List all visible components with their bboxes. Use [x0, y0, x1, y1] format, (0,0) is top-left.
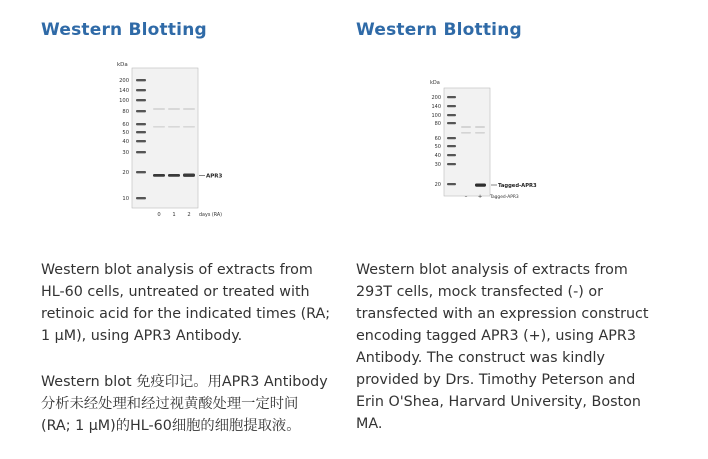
apr3-band	[153, 174, 165, 177]
marker-label: 20	[122, 170, 129, 176]
marker-label: 30	[122, 150, 129, 156]
blot-membrane	[444, 88, 490, 196]
apr3-band	[168, 174, 180, 177]
ladder-band	[136, 99, 146, 101]
caption-english: Western blot analysis of extracts from HL-60 cells, untreated or treated with retinoic acid for the indicated times (RA; 1 µM), using APR3 Antibody.	[41, 262, 331, 344]
ladder-band	[136, 123, 146, 125]
tagged-apr3-band	[475, 184, 486, 187]
western-blot-image-right	[428, 74, 558, 206]
ladder-band	[447, 114, 456, 116]
marker-labels	[431, 95, 441, 188]
kda-label: kDa	[117, 62, 128, 68]
left-panel	[41, 0, 341, 459]
ladder-band	[447, 96, 456, 98]
panel-title: Western Blotting	[41, 20, 207, 40]
ladder-band	[136, 171, 146, 173]
marker-label: 140	[431, 104, 441, 110]
marker-label: 50	[122, 130, 129, 136]
marker-label: 100	[431, 113, 441, 119]
marker-label: 30	[434, 162, 441, 168]
lane-axis-label: Tagged-APR3	[490, 195, 519, 200]
ladder-band	[136, 79, 146, 81]
ladder-band	[447, 183, 456, 185]
panel-title: Western Blotting	[356, 20, 522, 40]
marker-label: 20	[434, 182, 441, 188]
caption-chinese: Western blot 免疫印记。用APR3 Antibody分析未经处理和经过视黄酸处理一定时间 (RA; 1 µM)的HL-60细胞的细胞提取液。	[41, 374, 328, 434]
band-label: APR3	[206, 173, 223, 180]
right-panel	[356, 0, 656, 459]
marker-label: 60	[434, 136, 441, 142]
kda-label: kDa	[430, 80, 440, 86]
caption-english: Western blot analysis of extracts from 293T cells, mock transfected (-) or transfected with an expression construct encoding tagged APR3 (+), using APR3 Antibody. The construct was kindly provided by Drs. Timothy Peterson and Erin O'Shea, Harvard University, Boston MA.	[356, 262, 649, 432]
ladder-band	[136, 110, 146, 112]
ladder-band	[447, 145, 456, 147]
lane-label: 2	[187, 212, 191, 218]
lane-label: 0	[157, 212, 161, 218]
apr3-bands	[153, 174, 195, 177]
lane-label: +	[477, 194, 483, 200]
lane-label: 1	[172, 212, 176, 218]
ladder-band	[447, 154, 456, 156]
marker-label: 100	[119, 98, 129, 104]
band-label: Tagged-APR3	[498, 183, 537, 189]
marker-label: 50	[434, 144, 441, 150]
ladder-band	[447, 163, 456, 165]
ladder-band	[447, 105, 456, 107]
marker-label: 10	[122, 196, 129, 202]
lane-axis-label: days (RA)	[199, 213, 223, 218]
marker-label: 80	[434, 121, 441, 127]
marker-label: 60	[122, 122, 129, 128]
ladder-band	[136, 151, 146, 153]
lane-label: –	[464, 194, 468, 200]
marker-label: 200	[119, 78, 129, 84]
marker-labels	[119, 78, 129, 202]
marker-label: 80	[122, 109, 129, 115]
ladder-band	[136, 140, 146, 142]
marker-label: 40	[434, 153, 441, 159]
marker-label: 40	[122, 139, 129, 145]
ladder-band	[136, 89, 146, 91]
ladder-band	[447, 122, 456, 124]
apr3-band	[183, 174, 195, 177]
ladder-band	[136, 131, 146, 133]
lane-labels	[157, 212, 190, 218]
ladder-band	[136, 197, 146, 199]
marker-label: 140	[119, 88, 129, 94]
ladder-band	[447, 137, 456, 139]
marker-label: 200	[431, 95, 441, 101]
western-blot-image-left	[115, 56, 265, 224]
